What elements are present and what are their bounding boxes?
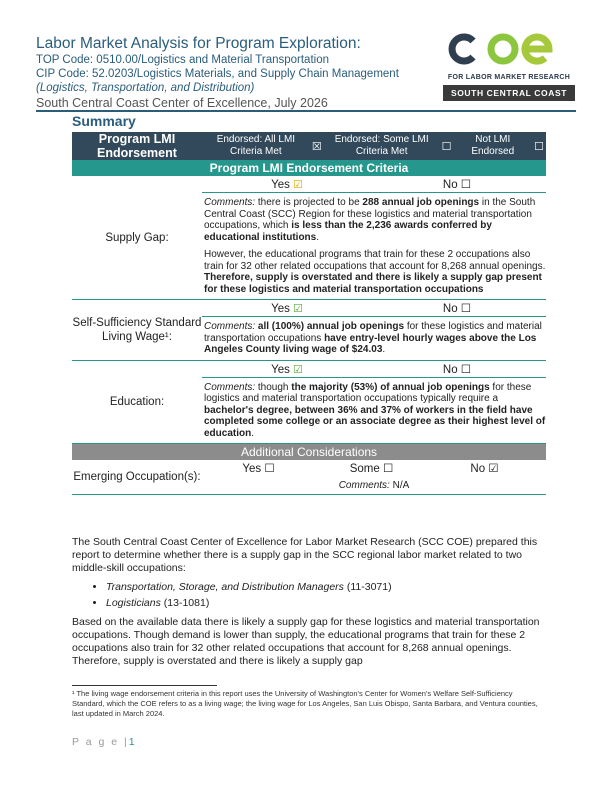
- yes-label: Yes: [271, 303, 290, 315]
- comment-text: .: [251, 427, 255, 439]
- comment-text: .: [316, 231, 320, 243]
- footnote-rule: [72, 685, 217, 686]
- center-date: South Central Coast Center of Excellence, July 2026: [36, 96, 328, 110]
- occupation-code: (13-1081): [160, 597, 210, 609]
- emerging-options: [202, 460, 546, 476]
- education-label: Education:: [72, 360, 202, 444]
- body-text: [72, 536, 542, 668]
- comment-text: for these logistics and material transportation occupations typically require a: [204, 381, 532, 404]
- coe-logo: [443, 33, 575, 101]
- summary-heading: Summary: [72, 113, 136, 129]
- education-comments: [202, 377, 546, 444]
- comment-text: .: [382, 344, 386, 355]
- endorsement-row: [72, 132, 546, 160]
- yes-checkbox[interactable]: ☑: [293, 303, 303, 315]
- some-checkbox[interactable]: ☐: [382, 463, 394, 475]
- endorsement-label: Program LMI Endorsement: [72, 132, 202, 160]
- logo-tagline: FOR LABOR MARKET RESEARCH: [447, 74, 571, 81]
- comments-value: N/A: [392, 479, 410, 491]
- footnote: ¹ The living wage endorsement criteria in this report uses the University of Washington's Center for Women's Welfare Self-Sufficiency Standard, which the COE refers to as a living wage; the living wage for Los Angeles, San Luis Obispo, Santa Barbara, and Ventura counties, last updated in March 2024.: [72, 689, 538, 718]
- some-label: Some: [349, 463, 380, 475]
- endorse-all-checkbox[interactable]: ☒: [310, 132, 324, 160]
- comment-text: for these logistics and material transportation occupations: [204, 321, 542, 344]
- no-label: No: [442, 363, 458, 376]
- intro-paragraph: The South Central Coast Center of Excellence for Labor Market Research (SCC COE) prepared this report to determine whether there is a supply gap in the SCC regional labor market related to two middle-skill occupations:: [72, 536, 538, 574]
- living-wage-label: Self-Sufficiency Standard Living Wage¹:: [72, 300, 202, 361]
- page-value: 1: [128, 736, 137, 748]
- endorse-option-some: Endorsed: Some LMI Criteria Met: [324, 132, 440, 160]
- yes-label: Yes: [271, 363, 290, 376]
- comment-bold: is less than the 2,236 awards conferred by educational institutions: [204, 220, 492, 243]
- endorse-not-checkbox[interactable]: ☐: [532, 132, 546, 160]
- criteria-heading: Program LMI Endorsement Criteria: [72, 160, 546, 176]
- comment-bold: have entry-level hourly wages above the Los Angeles County living wage of $24.03: [204, 332, 537, 355]
- summary-table: [72, 132, 546, 495]
- comments-label: Comments:: [204, 381, 256, 393]
- comment-bold: Therefore, supply is overstated and there is likely a supply gap present for these logistics and material transportation occupations: [204, 272, 542, 295]
- comments-label: Comments:: [204, 197, 256, 208]
- comment-text: However, the educational programs that train for these 2 occupations also train for 32 other related occupations that account for 8,268 annual openings.: [204, 249, 546, 272]
- supply-gap-comments: [202, 193, 546, 300]
- yes-checkbox[interactable]: ☑: [293, 363, 303, 376]
- page-number: [72, 736, 137, 748]
- logo-region-bar: SOUTH CENTRAL COAST: [443, 85, 575, 101]
- list-item: [106, 597, 542, 610]
- comment-bold: 288 annual job openings: [362, 197, 480, 208]
- occupation-code: (11-3071): [343, 581, 392, 593]
- supply-gap-yes-no: [202, 176, 546, 193]
- additional-heading: Additional Considerations: [72, 444, 546, 461]
- emerging-comments: [202, 476, 546, 495]
- comment-text: in the South Central Coast (SCC) Region for these logistics and material transportation occupations, which: [204, 197, 536, 231]
- yes-label: Yes: [242, 463, 262, 475]
- occupation-list: [72, 581, 542, 610]
- endorse-some-checkbox[interactable]: ☐: [440, 132, 454, 160]
- coe-logo-mark: [443, 33, 575, 65]
- no-checkbox[interactable]: ☐: [460, 303, 472, 315]
- comments-label: Comments:: [338, 479, 390, 491]
- living-wage-comments: [202, 317, 546, 361]
- report-header: [36, 34, 436, 111]
- living-wage-yes-no: [202, 300, 546, 317]
- no-checkbox[interactable]: ☑: [488, 463, 499, 475]
- comment-bold: the majority (53%) of annual job openings: [291, 381, 490, 393]
- occupation-name: Transportation, Storage, and Distribution Managers: [106, 581, 344, 593]
- cip-code: CIP Code: 52.0203/Logistics Materials, and Supply Chain Management: [36, 68, 399, 80]
- no-checkbox[interactable]: ☐: [460, 363, 472, 376]
- comment-bold: all (100%) annual job openings: [257, 321, 405, 332]
- comments-label: Comments:: [204, 321, 256, 332]
- page-label: P a g e |: [72, 736, 129, 748]
- yes-checkbox[interactable]: ☐: [264, 463, 275, 475]
- comment-bold: bachelor's degree, between 36% and 37% of workers in the field have completed some college or an associate degree as their highest level of education: [204, 404, 546, 439]
- no-label: No: [442, 179, 458, 191]
- conclusion-paragraph: Based on the available data there is likely a supply gap for these logistics and material transportation occupations. Though demand is lower than supply, the educational programs that train for these 2 occupations also train for 32 other related occupations that account for 8,268 annual openings. Therefore, supply is overstated and there is likely a supply gap: [72, 616, 540, 667]
- no-checkbox[interactable]: ☐: [460, 179, 472, 191]
- report-title: Labor Market Analysis for Program Exploration:: [36, 35, 361, 52]
- yes-label: Yes: [271, 179, 290, 191]
- endorse-option-all: Endorsed: All LMI Criteria Met: [202, 132, 310, 160]
- education-yes-no: [202, 360, 546, 377]
- top-code: TOP Code: 0510.00/Logistics and Material Transportation: [36, 54, 329, 66]
- no-label: No: [470, 463, 486, 475]
- supply-gap-label: Supply Gap:: [72, 176, 202, 300]
- no-label: No: [442, 303, 458, 315]
- cip-subtitle: (Logistics, Transportation, and Distribution): [36, 82, 255, 94]
- header-rule: [36, 110, 576, 112]
- emerging-label: Emerging Occupation(s):: [72, 460, 202, 495]
- list-item: [106, 581, 542, 594]
- comment-text: there is projected to be: [255, 197, 363, 208]
- endorse-option-not: Not LMI Endorsed: [454, 132, 532, 160]
- occupation-name: Logisticians: [106, 597, 161, 609]
- comment-text: though: [255, 381, 292, 393]
- yes-checkbox[interactable]: ☑: [293, 179, 303, 191]
